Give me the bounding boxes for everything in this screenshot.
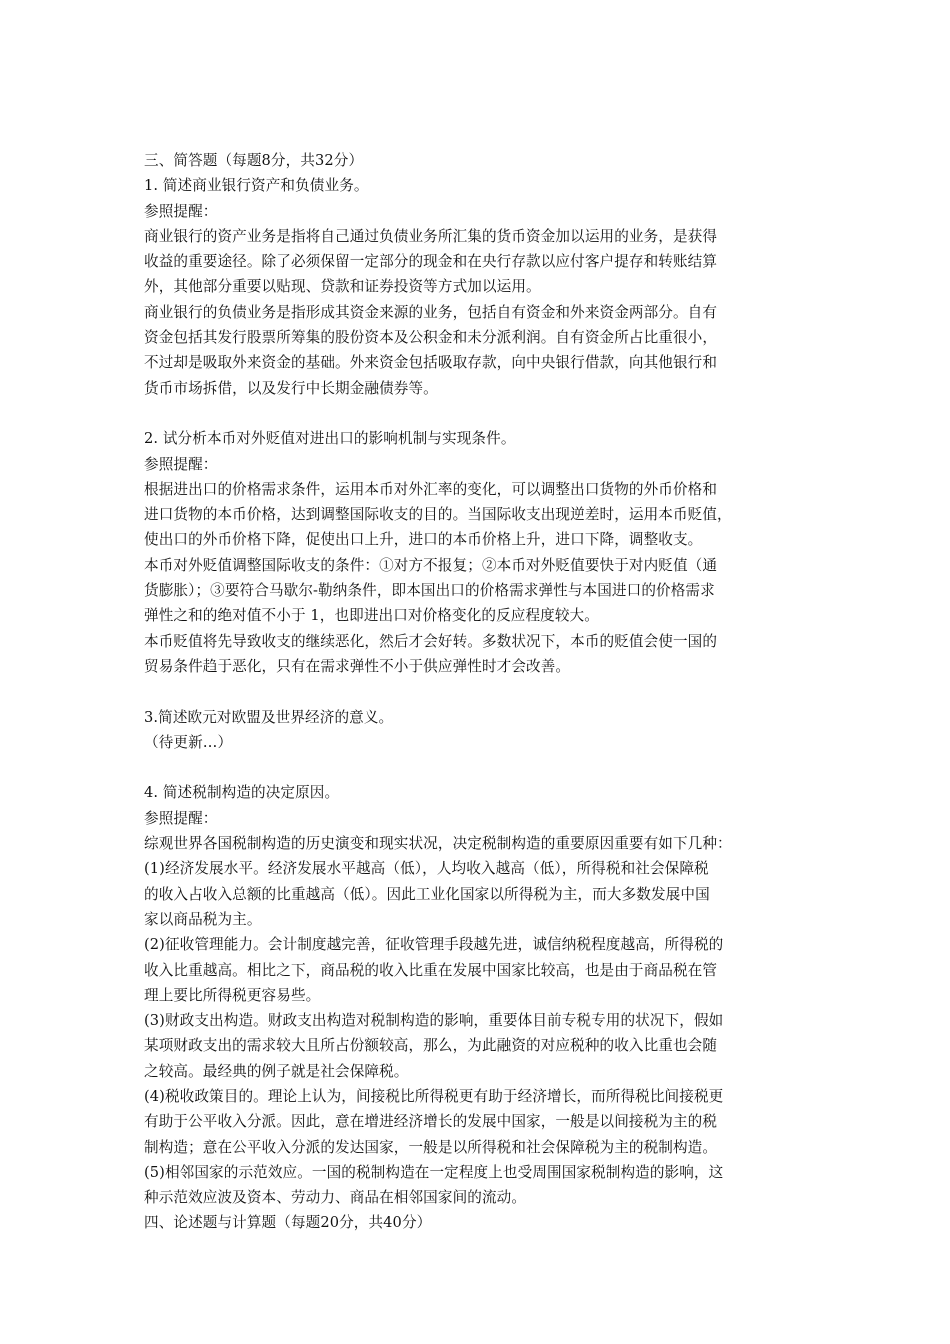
- answer-line: 的收入占收入总额的比重越高（低）。因此工业化国家以所得税为主，而大多数发展中国: [144, 885, 710, 903]
- question-2-title: 2. 试分析本币对外贬值对进出口的影响机制与实现条件。: [144, 430, 516, 448]
- answer-line: (4)税收政策目的。理论上认为，间接税比所得税更有助于经济增长，而所得税比间接税更: [144, 1087, 724, 1105]
- question-4-point-4: [144, 1084, 814, 1160]
- answer-line: 根据进出口的价格需求条件，运用本币对外汇率的变化，可以调整出口货物的外币价格和: [144, 480, 718, 498]
- answer-line: 商业银行的资产业务是指将自己通过负债业务所汇集的货币资金加以运用的业务，是获得: [144, 227, 718, 245]
- blank-line: [144, 679, 814, 704]
- answer-line: 资金包括其发行股票所筹集的股份资本及公积金和未分派利润。自有资金所占比重很小，: [144, 329, 718, 347]
- question-4-point-3: [144, 1008, 814, 1084]
- blank-line: [144, 755, 814, 780]
- answer-line: 有助于公平收入分派。因此，意在增进经济增长的发展中国家，一般是以间接税为主的税: [144, 1113, 718, 1131]
- answer-line: 不过却是吸取外来资金的基础。外来资金包括吸取存款，向中央银行借款，向其他银行和: [144, 354, 718, 372]
- question-2-hint-label: 参照提醒：: [144, 455, 218, 473]
- question-1-answer-paragraph-2: [144, 300, 814, 401]
- answer-line: 使出口的外币价格下降，促使出口上升，进口的本币价格上升，进口下降，调整收支。: [144, 531, 703, 549]
- answer-line: 理上要比所得税更容易些。: [144, 986, 321, 1004]
- answer-line: 制构造；意在公平收入分派的发达国家，一般是以所得税和社会保障税为主的税制构造。: [144, 1138, 718, 1156]
- question-4-point-1: [144, 856, 814, 932]
- answer-line: 某项财政支出的需求较大且所占份额较高，那么，为此融资的对应税种的收入比重也会随: [144, 1037, 718, 1055]
- question-4-point-5: [144, 1160, 814, 1211]
- answer-line: 本币对外贬值调整国际收支的条件：①对方不报复；②本币对外贬值要快于对内贬值（通: [144, 556, 718, 574]
- answer-line: (3)财政支出构造。财政支出构造对税制构造的影响，重要体目前专税专用的状况下，假如: [144, 1012, 724, 1030]
- question-1-title: 1. 简述商业银行资产和负债业务。: [144, 177, 369, 195]
- question-3-title: 3.简述欧元对欧盟及世界经济的意义。: [144, 708, 394, 726]
- question-4-hint-label: 参照提醒：: [144, 809, 218, 827]
- blank-line: [144, 401, 814, 426]
- answer-line: 货膨胀）；③要符合马歇尔-勒纳条件，即本国出口的价格需求弹性与本国进口的价格需求: [144, 582, 715, 600]
- answer-line: 外，其他部分重要以贴现、贷款和证券投资等方式加以运用。: [144, 278, 541, 296]
- answer-line: 种示范效应波及资本、劳动力、商品在相邻国家间的流动。: [144, 1189, 527, 1207]
- section-heading-short-answer: 三、简答题（每题8分，共32分）: [144, 152, 364, 169]
- answer-line: 进口货物的本币价格，达到调整国际收支的目的。当国际收支出现逆差时，运用本币贬值，: [144, 506, 732, 524]
- question-4-title: 4. 简述税制构造的决定原因。: [144, 784, 340, 802]
- question-3-pending-note: （待更新…）: [144, 733, 233, 751]
- answer-line: (5)相邻国家的示范效应。一国的税制构造在一定程度上也受周围国家税制构造的影响，这: [144, 1163, 724, 1181]
- answer-line: 货币市场拆借，以及发行中长期金融债券等。: [144, 379, 438, 397]
- question-4-point-2: [144, 932, 814, 1008]
- answer-line: 之较高。最经典的例子就是社会保障税。: [144, 1062, 409, 1080]
- section-heading-essay: 四、论述题与计算题（每题20分，共40分）: [144, 1214, 432, 1232]
- answer-line: 商业银行的负债业务是指形成其资金来源的业务，包括自有资金和外来资金两部分。自有: [144, 303, 718, 321]
- question-2-answer-paragraph-3: [144, 629, 814, 680]
- document-page: [144, 148, 814, 1236]
- answer-line: 贸易条件趋于恶化，只有在需求弹性不小于供应弹性时才会改善。: [144, 657, 571, 675]
- answer-line: 本币贬值将先导致收支的继续恶化，然后才会好转。多数状况下，本币的贬值会使一国的: [144, 632, 718, 650]
- answer-line: 收益的重要途径。除了必须保留一定部分的现金和在央行存款以应付客户提存和转账结算: [144, 253, 718, 271]
- answer-line: 弹性之和的绝对值不小于 1，也即进出口对价格变化的反应程度较大。: [144, 607, 599, 625]
- question-1-hint-label: 参照提醒：: [144, 202, 218, 220]
- question-4-intro: 综观世界各国税制构造的历史演变和现实状况，决定税制构造的重要原因重要有如下几种：: [144, 835, 732, 853]
- question-2-answer-paragraph-1: [144, 477, 814, 553]
- question-1-answer-paragraph-1: [144, 224, 814, 300]
- answer-line: (2)征收管理能力。会计制度越完善，征收管理手段越先进，诚信纳税程度越高，所得税的: [144, 936, 724, 954]
- answer-line: 家以商品税为主。: [144, 910, 262, 928]
- answer-line: (1)经济发展水平。经济发展水平越高（低），人均收入越高（低），所得税和社会保障税: [144, 860, 709, 878]
- question-2-answer-paragraph-2: [144, 553, 814, 629]
- answer-line: 收入比重越高。相比之下，商品税的收入比重在发展中国家比较高，也是由于商品税在管: [144, 961, 718, 979]
